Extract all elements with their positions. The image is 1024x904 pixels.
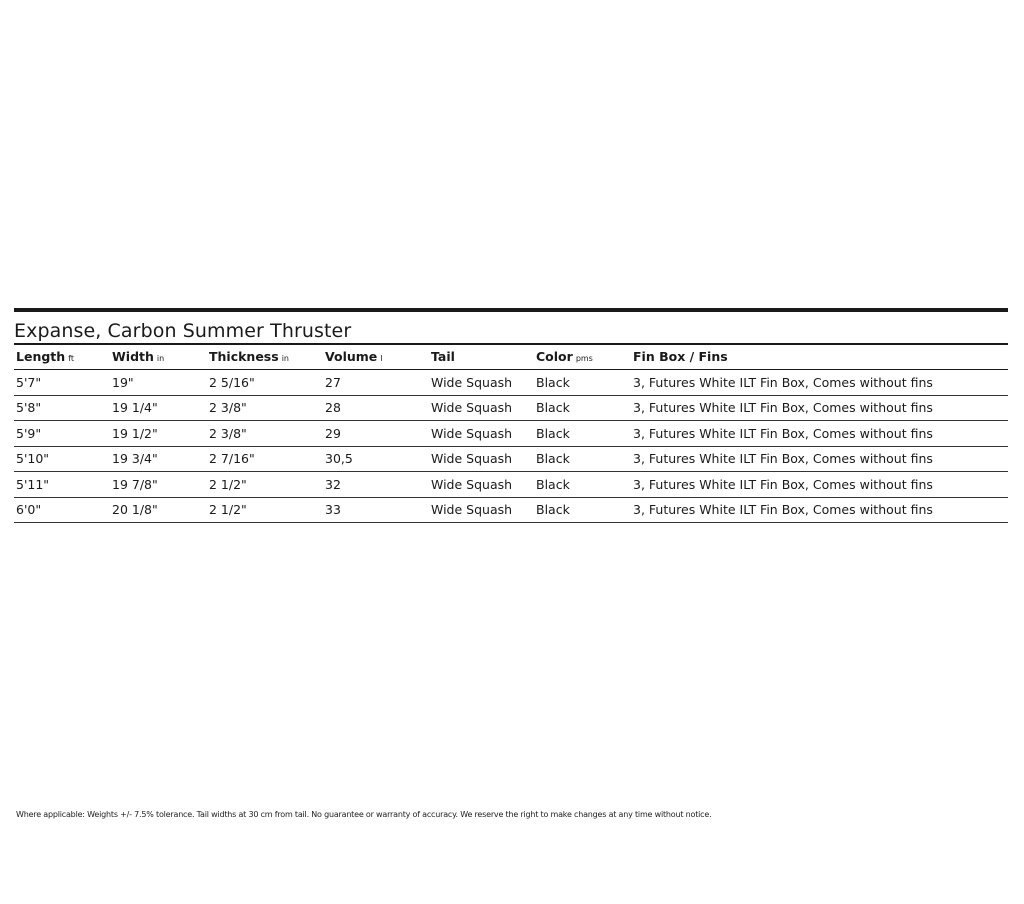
cell-volume: 33 (325, 502, 341, 518)
cell-color: Black (536, 374, 570, 390)
cell-width: 19 7/8" (112, 476, 158, 492)
cell-tail: Wide Squash (431, 476, 513, 492)
table-row (14, 447, 1008, 472)
cell-length: 5'11" (16, 476, 50, 492)
cell-volume: 29 (325, 425, 341, 441)
cell-length: 6'0" (16, 502, 42, 518)
cell-volume: 30,5 (325, 451, 353, 467)
cell-color: Black (536, 451, 570, 467)
table-row (14, 421, 1008, 446)
cell-thickness: 2 7/16" (209, 451, 255, 467)
header-thickness: Thickness in (209, 349, 289, 364)
cell-thickness: 2 3/8" (209, 400, 247, 416)
cell-tail: Wide Squash (431, 374, 513, 390)
cell-width: 19" (112, 374, 134, 390)
table-header-row (14, 345, 1008, 369)
cell-fin-box: 3, Futures White ILT Fin Box, Comes without fins (633, 451, 933, 467)
cell-fin-box: 3, Futures White ILT Fin Box, Comes without fins (633, 476, 933, 492)
cell-length: 5'9" (16, 425, 42, 441)
header-color: Color pms (536, 349, 593, 364)
table-row (14, 498, 1008, 523)
cell-color: Black (536, 425, 570, 441)
cell-fin-box: 3, Futures White ILT Fin Box, Comes without fins (633, 374, 933, 390)
cell-fin-box: 3, Futures White ILT Fin Box, Comes without fins (633, 425, 933, 441)
cell-volume: 27 (325, 374, 341, 390)
cell-tail: Wide Squash (431, 502, 513, 518)
spec-sheet (14, 308, 1008, 523)
cell-volume: 28 (325, 400, 341, 416)
cell-thickness: 2 1/2" (209, 476, 247, 492)
cell-volume: 32 (325, 476, 341, 492)
table-body (14, 370, 1008, 523)
cell-tail: Wide Squash (431, 400, 513, 416)
disclaimer-footer: Where applicable: Weights +/- 7.5% tolerance. Tail widths at 30 cm from tail. No guarantee or warranty of accuracy. We reserve the right to make changes at any time without notice. (16, 810, 712, 819)
cell-color: Black (536, 400, 570, 416)
cell-tail: Wide Squash (431, 451, 513, 467)
cell-length: 5'7" (16, 374, 42, 390)
cell-thickness: 2 3/8" (209, 425, 247, 441)
table-row (14, 472, 1008, 497)
table-row (14, 396, 1008, 421)
header-volume: Volume l (325, 349, 383, 364)
header-fin-box: Fin Box / Fins (633, 349, 728, 364)
header-width: Width in (112, 349, 165, 364)
row-divider (14, 522, 1008, 523)
cell-thickness: 2 5/16" (209, 374, 255, 390)
cell-width: 19 1/2" (112, 425, 158, 441)
cell-length: 5'8" (16, 400, 42, 416)
top-rule (14, 308, 1008, 312)
cell-color: Black (536, 502, 570, 518)
cell-fin-box: 3, Futures White ILT Fin Box, Comes without fins (633, 400, 933, 416)
cell-width: 19 3/4" (112, 451, 158, 467)
cell-length: 5'10" (16, 451, 50, 467)
header-tail: Tail (431, 349, 455, 364)
cell-width: 19 1/4" (112, 400, 158, 416)
cell-width: 20 1/8" (112, 502, 158, 518)
header-length: Length ft (16, 349, 74, 364)
table-row (14, 370, 1008, 395)
cell-fin-box: 3, Futures White ILT Fin Box, Comes without fins (633, 502, 933, 518)
cell-color: Black (536, 476, 570, 492)
cell-tail: Wide Squash (431, 425, 513, 441)
product-title: Expanse, Carbon Summer Thruster (14, 320, 352, 342)
cell-thickness: 2 1/2" (209, 502, 247, 518)
